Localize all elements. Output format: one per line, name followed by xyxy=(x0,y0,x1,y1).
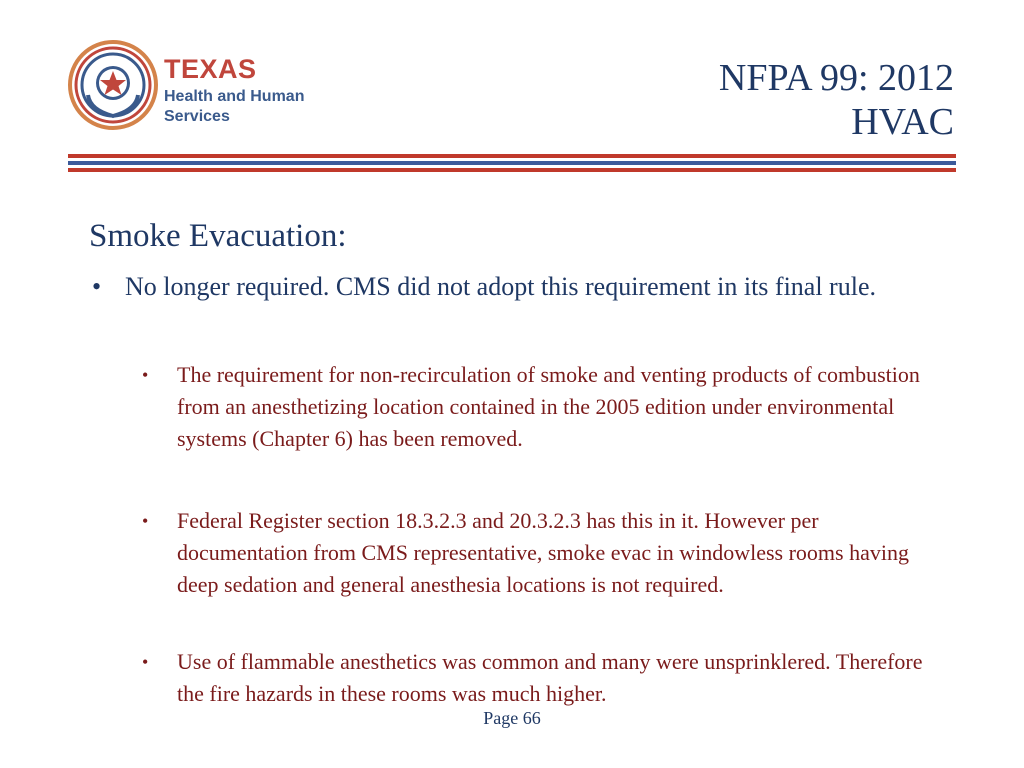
title-divider xyxy=(68,154,956,175)
sub-bullet xyxy=(142,359,942,455)
sub-bullet xyxy=(142,646,942,710)
section-heading: Smoke Evacuation: xyxy=(89,218,347,254)
texas-seal-icon xyxy=(68,40,158,130)
sub-bullet-text: Federal Register section 18.3.2.3 and 20.3.2.3 has this in it. However per documentation from CMS representative, smoke evac in windowless rooms having deep sedation and general anesthesia locations is not required. xyxy=(177,508,909,597)
texas-hhs-logo xyxy=(68,40,308,140)
title-line-2: HVAC xyxy=(851,101,954,143)
logo-texas-text: TEXAS xyxy=(164,54,257,84)
divider-red-line xyxy=(68,154,956,158)
sub-bullet-text: The requirement for non-recirculation of smoke and venting products of combustion from an anesthetizing location contained in the 2005 edition under environmental systems (Chapter 6) has been removed. xyxy=(177,362,920,451)
sub-bullet xyxy=(142,505,942,601)
sub-bullet-text: Use of flammable anesthetics was common and many were unsprinklered. Therefore the fire hazards in these rooms was much higher. xyxy=(177,649,923,706)
bullet-icon: • xyxy=(142,652,149,672)
bullet-icon: • xyxy=(142,365,149,385)
slide-title xyxy=(719,56,954,144)
divider-red-line xyxy=(68,168,956,172)
bullet-icon: • xyxy=(142,511,149,531)
page-number: Page 66 xyxy=(483,708,541,728)
divider-blue-line xyxy=(68,161,956,165)
logo-health-text: Health and Human xyxy=(164,88,305,105)
title-line-1: NFPA 99: 2012 xyxy=(718,57,954,99)
logo-services-text: Services xyxy=(164,108,230,125)
main-bullet xyxy=(92,270,942,304)
main-bullet-text: No longer required. CMS did not adopt this requirement in its final rule. xyxy=(125,272,876,301)
bullet-icon: • xyxy=(92,272,102,301)
